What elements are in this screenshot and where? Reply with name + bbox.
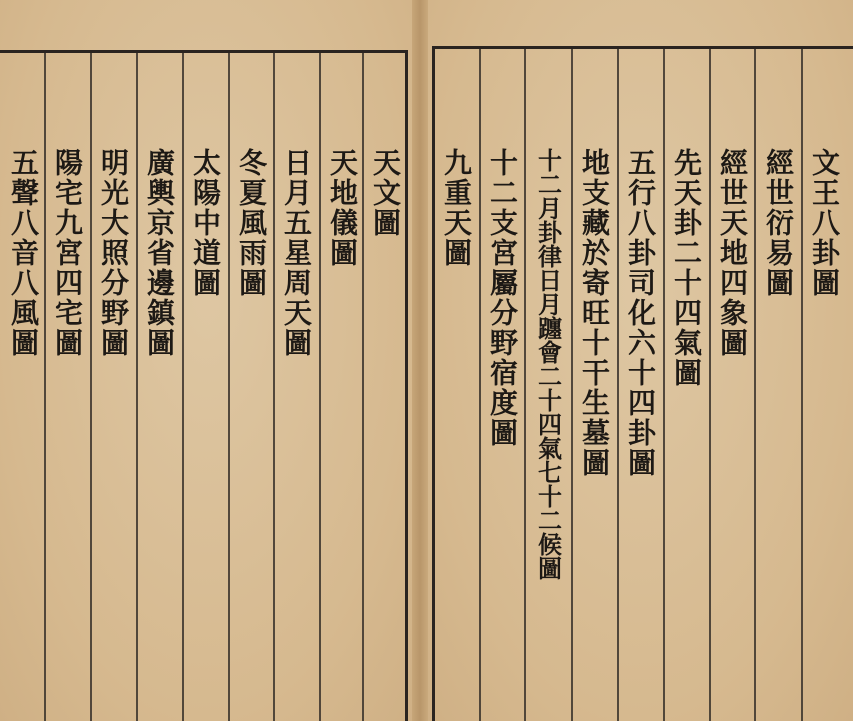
toc-entry: 天文圖 xyxy=(369,148,402,238)
toc-entry: 十二月卦律日月躔會二十四氣七十二候圖 xyxy=(533,148,563,580)
toc-entry: 九重天圖 xyxy=(440,148,473,268)
toc-entry: 先天卦二十四氣圖 xyxy=(670,148,703,388)
toc-entry: 明光大照分野圖 xyxy=(97,148,130,358)
toc-entry: 陽宅九宮四宅圖 xyxy=(51,148,84,358)
toc-entry: 十二支宮屬分野宿度圖 xyxy=(486,148,519,448)
toc-entry: 經世天地四象圖 xyxy=(716,148,749,358)
toc-entry: 五聲八音八風圖 xyxy=(7,148,40,358)
toc-entry: 五行八卦司化六十四卦圖 xyxy=(624,148,657,478)
toc-entry: 天地儀圖 xyxy=(326,148,359,268)
toc-entry: 日月五星周天圖 xyxy=(280,148,313,358)
toc-entry: 冬夏風雨圖 xyxy=(235,148,268,298)
toc-entry: 廣輿京省邊鎮圖 xyxy=(143,148,176,358)
toc-entry: 文王八卦圖 xyxy=(808,148,841,298)
toc-entry: 經世衍易圖 xyxy=(762,148,795,298)
toc-entry: 太陽中道圖 xyxy=(189,148,222,298)
book-gutter xyxy=(412,0,428,721)
toc-entry: 地支藏於寄旺十干生墓圖 xyxy=(578,148,611,478)
